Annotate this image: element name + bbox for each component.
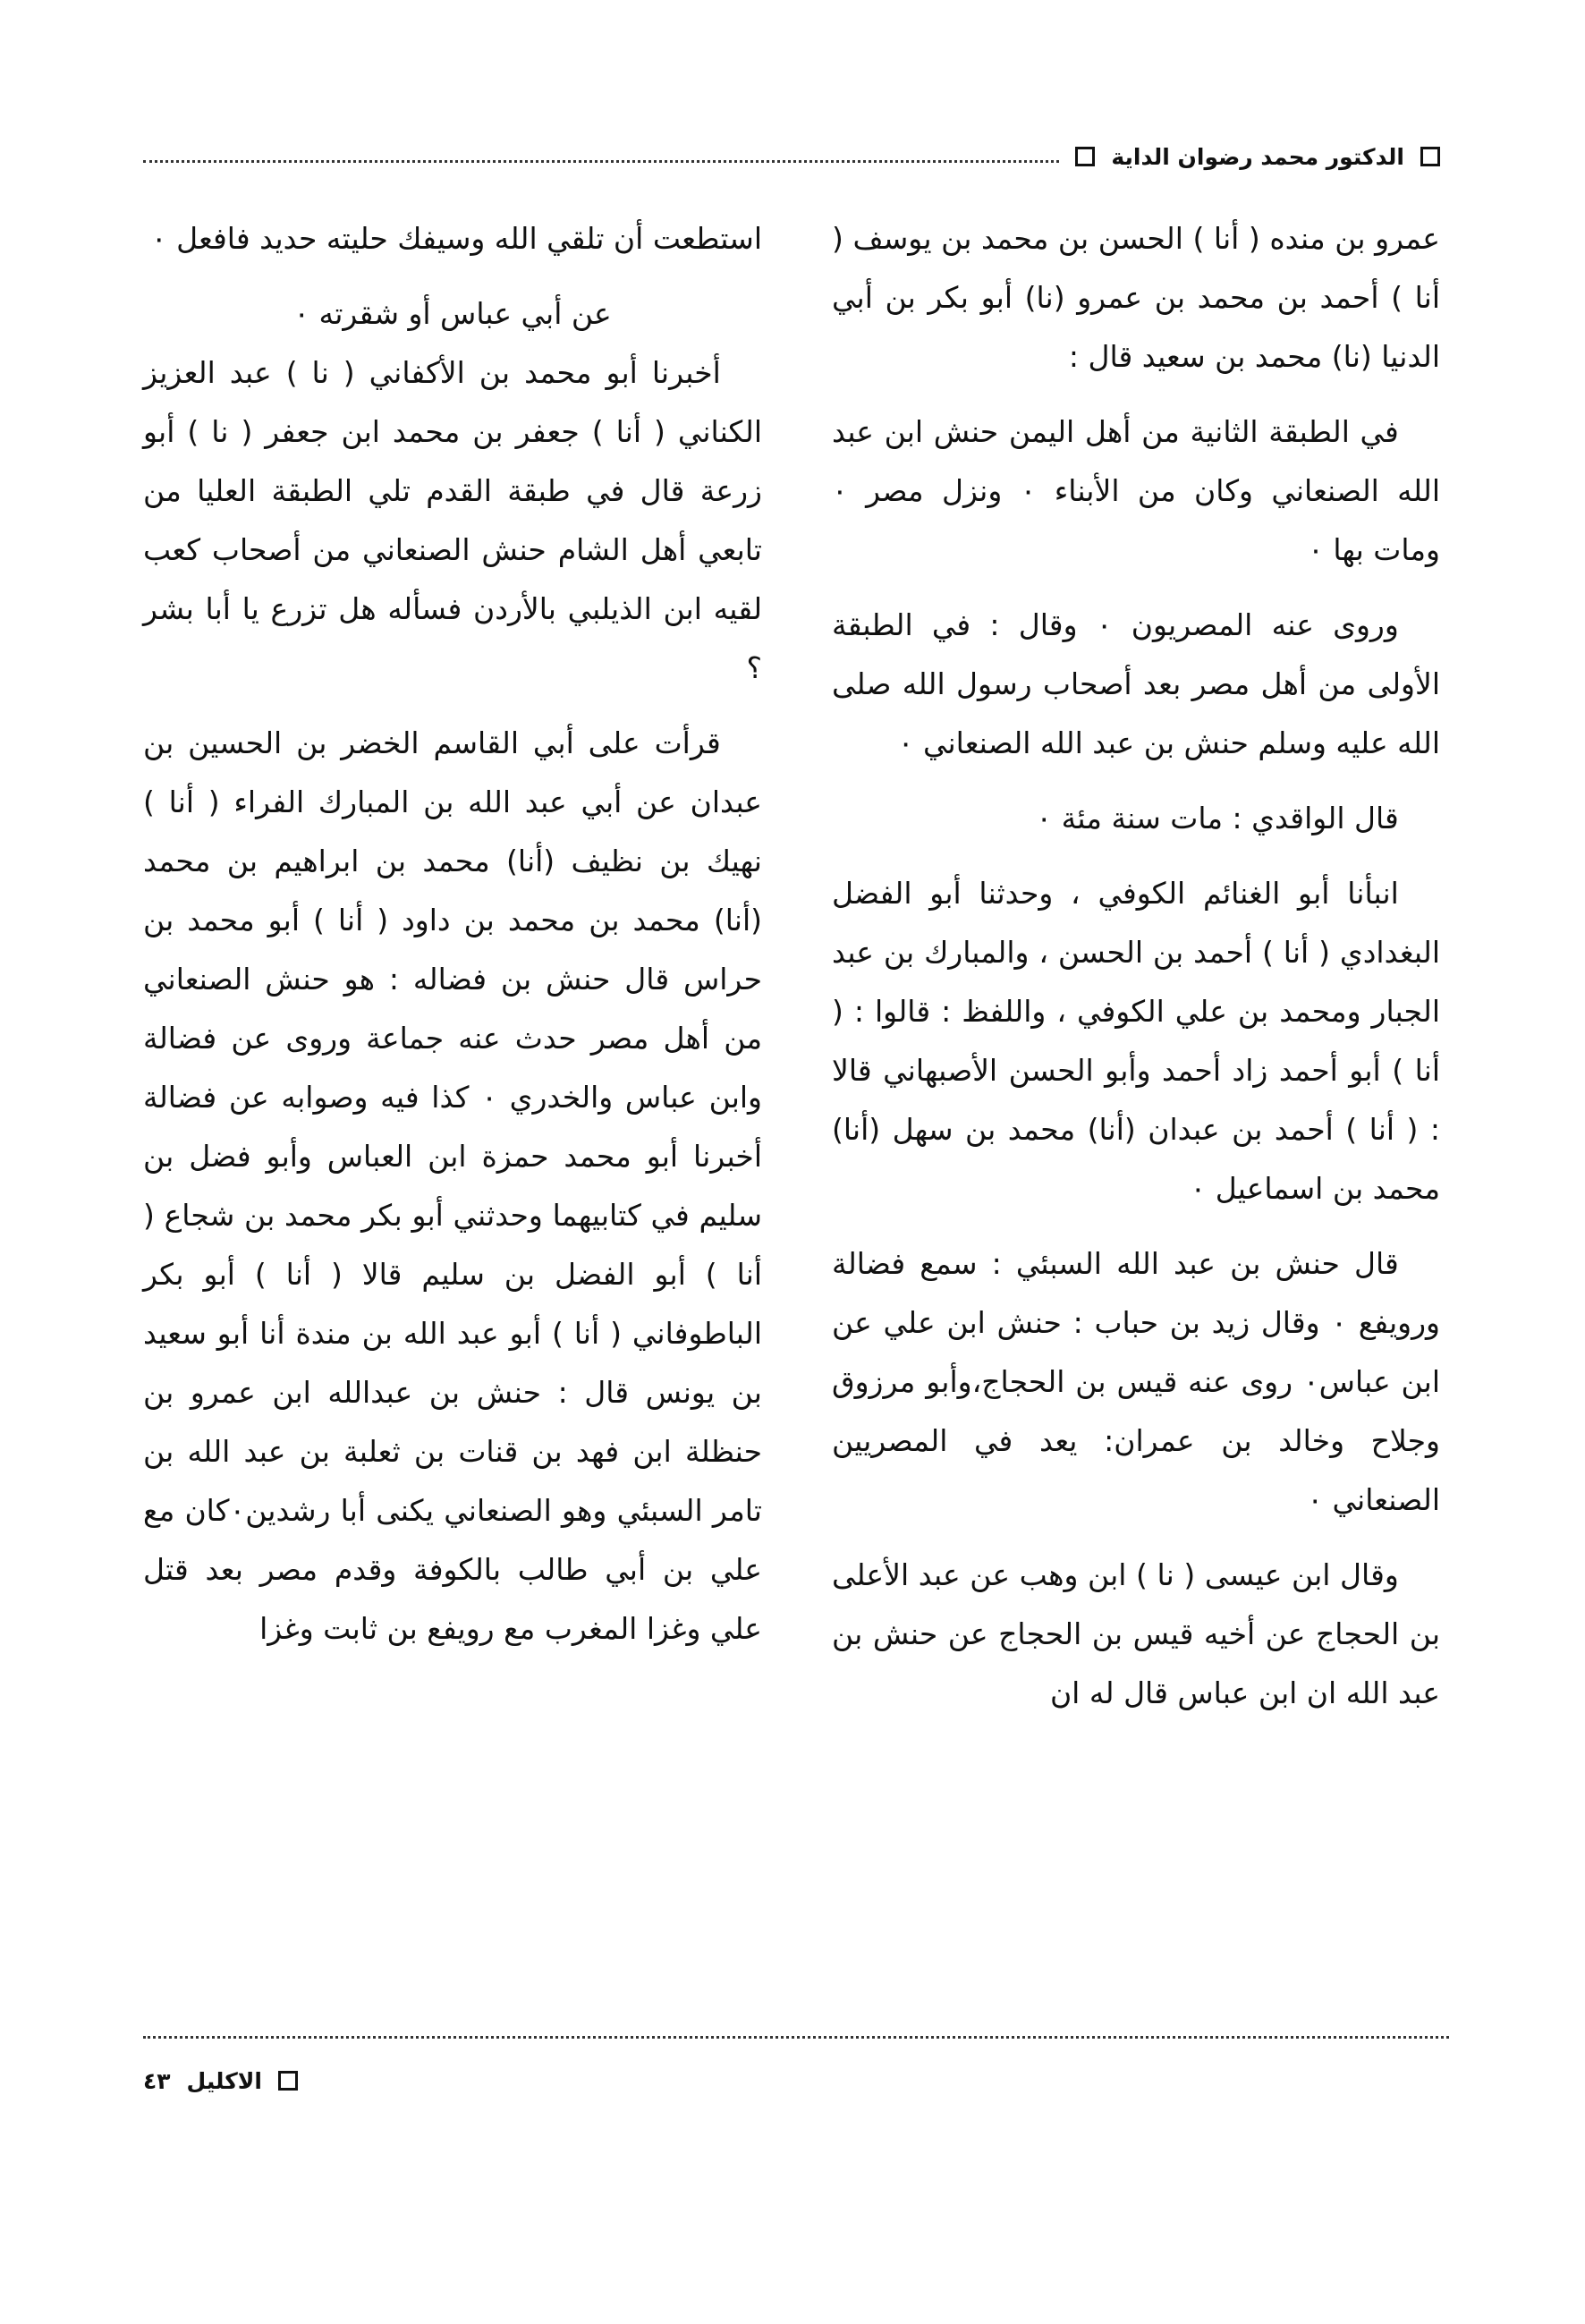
square-bullet-icon	[1075, 147, 1095, 166]
paragraph: وروى عنه المصريون ٠ وقال : في الطبقة الأولى من أهل مصر بعد أصحاب رسول الله صلى الله عليه وسلم حنش بن عبد الله الصنعاني ٠	[832, 607, 1440, 760]
paragraph: في الطبقة الثانية من أهل اليمن حنش ابن عبد الله الصنعاني وكان من الأبناء ٠ ونزل مصر ٠ ومات بها ٠	[832, 414, 1441, 567]
paragraph: عمرو بن منده ( أنا ) الحسن بن محمد بن يوسف ( أنا ) أحمد بن محمد بن عمرو (نا) أبو بكر بن أبي الدنيا (نا) محمد بن سعيد قال :	[832, 221, 1440, 374]
square-bullet-icon	[278, 2071, 298, 2091]
running-header	[143, 134, 1440, 179]
square-bullet-icon	[1420, 147, 1440, 166]
running-footer	[143, 2061, 438, 2100]
footer-dotted-rule	[143, 2036, 1449, 2039]
journal-name: الاكليل	[186, 2067, 262, 2094]
paragraph: انبأنا أبو الغنائم الكوفي ، وحدثنا أبو الفضل البغدادي ( أنا ) أحمد بن الحسن ، والمبارك بن عبد الجبار ومحمد بن علي الكوفي ، واللفظ : قالوا : ( أنا ) أبو أحمد زاد أحمد وأبو الحسن الأصبهاني قالا : ( أنا ) أحمد بن عبدان (أنا) محمد بن سهل (أنا) محمد بن اسماعيل ٠	[832, 876, 1440, 1206]
header-dotted-rule	[143, 160, 1059, 163]
paragraph: وقال ابن عيسى ( نا ) ابن وهب عن عبد الأعلى بن الحجاج عن أخيه قيس بن الحجاج عن حنش بن عبد الله ان ابن عباس قال له ان	[832, 1557, 1440, 1710]
paragraph: عن أبي عباس أو شقرته ٠	[293, 296, 612, 331]
left-column	[143, 209, 762, 1658]
right-column	[832, 209, 1440, 1723]
paragraph: قال حنش بن عبد الله السبئي : سمع فضالة ورويفع ٠ وقال زيد بن حباب : حنش ابن علي عن ابن عباس٠ روى عنه قيس بن الحجاج،وأبو مرزوق وجلاح وخالد بن عمران: يعد في المصريين الصنعاني ٠	[832, 1246, 1441, 1517]
paragraph: استطعت أن تلقي الله وسيفك حليته حديد فافعل ٠	[150, 221, 762, 256]
paragraph: قال الواقدي : مات سنة مئة ٠	[1036, 801, 1399, 835]
page-number: ٤٣	[143, 2067, 171, 2094]
paragraph: قرأت على أبي القاسم الخضر بن الحسين بن عبدان عن أبي عبد الله بن المبارك الفراء ( أنا ) نهيك بن نظيف (أنا) محمد بن ابراهيم بن محمد (أنا) محمد بن محمد بن داود ( أنا ) أبو محمد بن حراس قال حنش بن فضاله : هو حنش الصنعاني من أهل مصر حدث عنه جماعة وروى عن فضالة وابن عباس والخدري ٠ كذا فيه وصوابه عن فضالة أخبرنا أبو محمد حمزة ابن العباس وأبو فضل بن سليم في كتابيهما وحدثني أبو بكر محمد بن شجاع ( أنا ) أبو الفضل بن سليم قالا ( أنا ) أبو بكر الباطوفاني ( أنا ) أبو عبد الله بن مندة أنا أبو سعيد بن يونس قال : حنش بن عبدالله ابن عمرو بن حنظلة ابن فهد بن قنات بن ثعلبة بن عبد الله بن تامر السبئي وهو الصنعاني يكنى أبا رشدين٠كان مع علي بن أبي طالب بالكوفة وقدم مصر بعد قتل علي وغزا المغرب مع رويفع بن ثابت وغزا	[143, 725, 762, 1646]
paragraph: أخبرنا أبو محمد بن الأكفاني ( نا ) عبد العزيز الكناني ( أنا ) جعفر بن محمد ابن جعفر ( نا ) أبو زرعة قال في طبقة القدم تلي الطبقة العليا من تابعي أهل الشام حنش الصنعاني من أصحاب كعب لقيه ابن الذيلبي بالأردن فسأله هل تزرع يا أبا بشر ؟	[143, 355, 762, 685]
header-author-title: الدكتور محمد رضوان الداية	[1111, 143, 1404, 170]
